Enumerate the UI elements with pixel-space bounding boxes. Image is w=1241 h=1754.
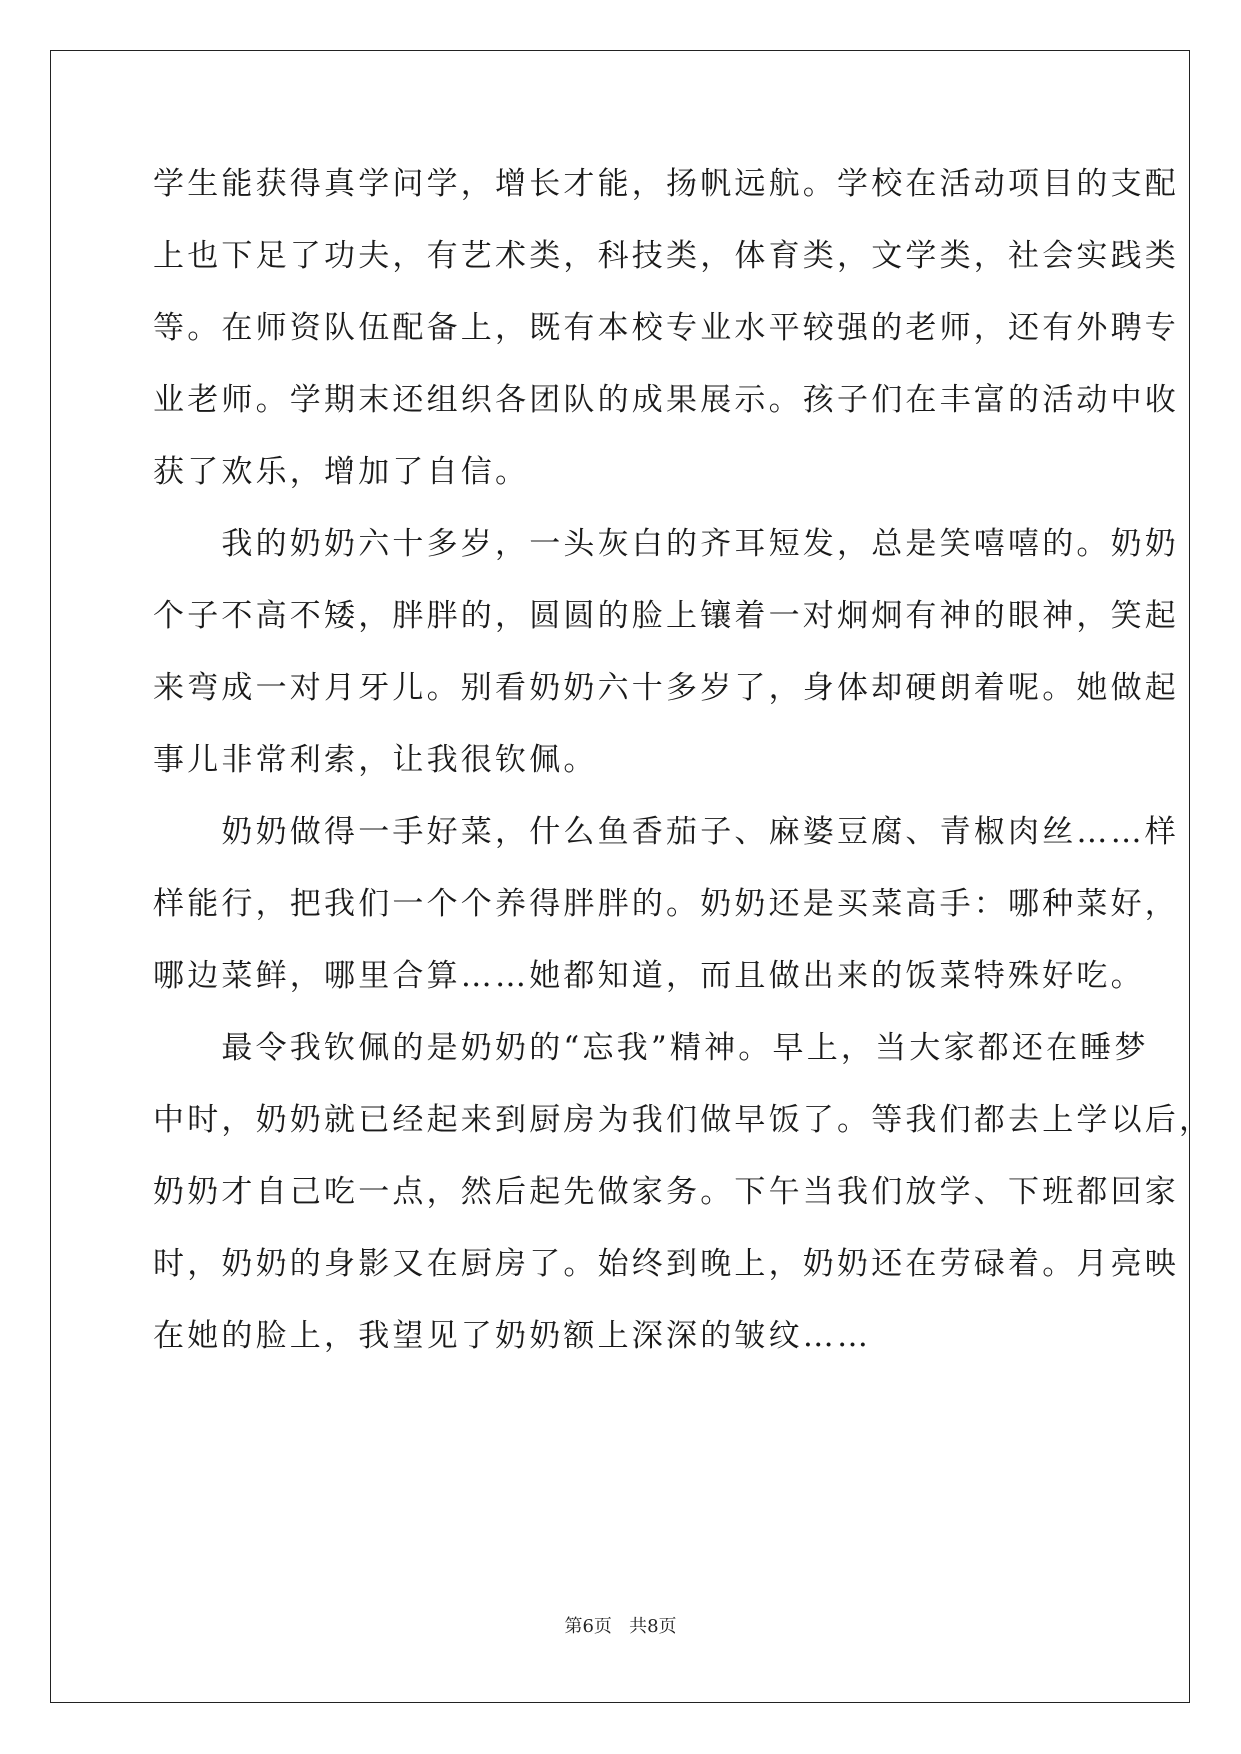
text-line: 中时，奶奶就已经起来到厨房为我们做早饭了。等我们都去上学以后， <box>153 1102 1214 1138</box>
page-border <box>50 50 1190 1703</box>
text-line: 在她的脸上，我望见了奶奶额上深深的皱纹…… <box>153 1318 872 1354</box>
text-line: 时，奶奶的身影又在厨房了。始终到晚上，奶奶还在劳碌着。月亮映 <box>153 1246 1179 1282</box>
text-line: 业老师。学期末还组织各团队的成果展示。孩子们在丰富的活动中收 <box>153 382 1179 418</box>
text-line: 最令我钦佩的是奶奶的“忘我”精神。早上，当大家都还在睡梦 <box>153 1030 1149 1066</box>
text-line: 个子不高不矮，胖胖的，圆圆的脸上镶着一对炯炯有神的眼神，笑起 <box>153 598 1179 634</box>
text-line: 获了欢乐，增加了自信。 <box>153 454 530 490</box>
text-line: 哪边菜鲜，哪里合算……她都知道，而且做出来的饭菜特殊好吃。 <box>153 958 1145 994</box>
text-line: 事儿非常利索，让我很钦佩。 <box>153 742 598 778</box>
text-line: 奶奶做得一手好菜，什么鱼香茄子、麻婆豆腐、青椒肉丝……样 <box>153 814 1179 850</box>
text-line: 我的奶奶六十多岁，一头灰白的齐耳短发，总是笑嘻嘻的。奶奶 <box>153 526 1179 562</box>
page-number: 第6页 共8页 <box>564 1616 677 1637</box>
page-footer <box>0 1612 1241 1638</box>
text-line: 奶奶才自己吃一点，然后起先做家务。下午当我们放学、下班都回家 <box>153 1174 1179 1210</box>
text-line: 来弯成一对月牙儿。别看奶奶六十多岁了，身体却硬朗着呢。她做起 <box>153 670 1179 706</box>
text-line: 学生能获得真学问学，增长才能，扬帆远航。学校在活动项目的支配 <box>153 166 1179 202</box>
text-line: 样能行，把我们一个个养得胖胖的。奶奶还是买菜高手：哪种菜好， <box>153 886 1179 922</box>
text-line: 上也下足了功夫，有艺术类，科技类，体育类，文学类，社会实践类 <box>153 238 1179 274</box>
text-line: 等。在师资队伍配备上，既有本校专业水平较强的老师，还有外聘专 <box>153 310 1179 346</box>
